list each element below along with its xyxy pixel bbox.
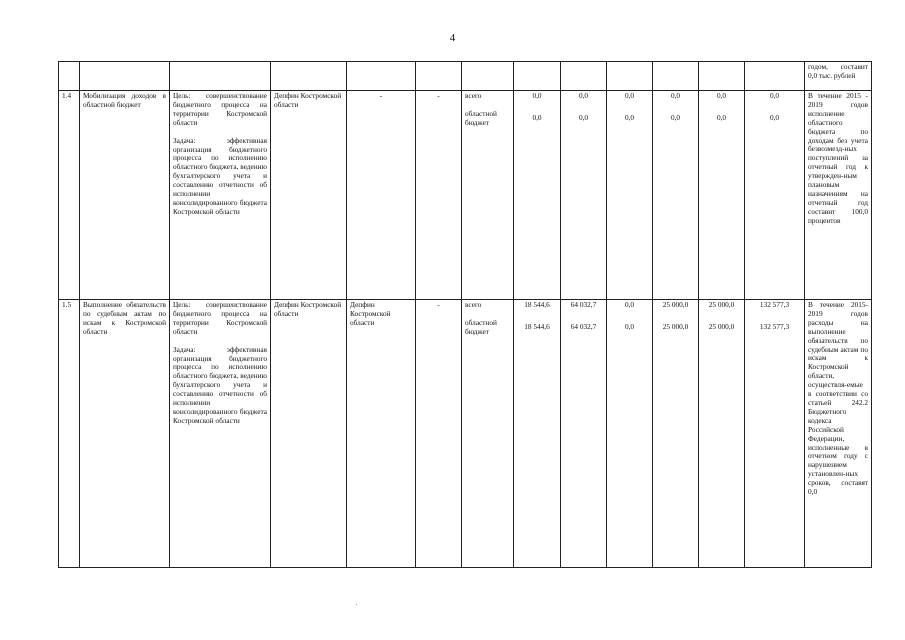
amount-budget: 0,0 <box>670 112 681 122</box>
source-total: всего <box>465 300 482 309</box>
coexecutor: Депфин Костромской области <box>347 300 416 568</box>
table-row-continuation <box>59 62 872 91</box>
table-row <box>59 300 872 568</box>
goal-text: Цель: совершенствование бюджетного процесса на территории Костромской области <box>173 300 267 336</box>
amount-cell <box>745 300 805 568</box>
amount-budget: 0,0 <box>578 112 589 122</box>
column-6: - <box>416 300 462 568</box>
amount-total: 0,0 <box>578 91 589 100</box>
amount-total: 25 000,0 <box>662 300 689 309</box>
amount-cell <box>514 91 561 300</box>
amount-budget: 25 000,0 <box>708 321 735 331</box>
amount-total: 0,0 <box>716 91 727 100</box>
executor: Депфин Костромской области <box>271 91 347 300</box>
amount-budget: 0,0 <box>769 112 780 122</box>
page-number: 4 <box>449 32 456 44</box>
amount-total: 0,0 <box>624 300 635 309</box>
row-number: 1.5 <box>59 300 80 568</box>
amount-cell <box>514 300 561 568</box>
amount-budget: 18 544,6 <box>524 321 550 331</box>
amount-budget: 25 000,0 <box>662 321 689 331</box>
program-table <box>58 61 872 568</box>
amount-total: 25 000,0 <box>708 300 735 309</box>
measure-name: Мобилизация доходов в областной бюджет <box>80 91 170 300</box>
amount-cell <box>561 300 607 568</box>
column-6: - <box>416 91 462 300</box>
task-text: Задача: эффективная организация бюджетного процесса по исполнению областного бюджета, ведению бухгалтерского учета и составлению отчетности об исполнении консолидированного бюджета Костромской области <box>173 344 267 425</box>
goal-task-cell <box>170 91 271 300</box>
amount-cell <box>653 300 699 568</box>
amount-budget: 0,0 <box>624 112 635 122</box>
source-budget: областной бюджет <box>465 108 497 127</box>
amount-budget: 0,0 <box>532 112 542 122</box>
amount-total: 132 577,3 <box>759 300 790 309</box>
amount-budget: 0,0 <box>716 112 727 122</box>
funding-source <box>462 300 514 568</box>
amount-cell <box>607 300 653 568</box>
amount-cell <box>699 300 745 568</box>
scan-speck <box>356 604 357 605</box>
amount-total: 0,0 <box>624 91 635 100</box>
result-cell: В течение 2015 - 2019 годов исполнение областного бюджета по доходам без учета безвозмезд-ных поступлений за отчетный год к утвержден-ным плановым назначениям на отчетный год составит 100,0 процентов <box>805 91 872 300</box>
amount-total: 0,0 <box>769 91 780 100</box>
amount-total: 64 032,7 <box>570 300 597 309</box>
amount-total: 18 544,6 <box>524 300 550 309</box>
result-cell: В течение 2015-2019 годов расходы на выполнение обязательств по судебным актам по искам к Костромской области, осуществля-емые в соответствии со статьей 242.2 Бюджетного кодекса Российской Федерации, исполненные в отчетном году с нарушением установлен-ных сроков, составят 0,0 <box>805 300 872 568</box>
amount-cell <box>653 91 699 300</box>
amount-budget: 132 577,3 <box>759 321 790 331</box>
source-budget: областной бюджет <box>465 317 497 336</box>
goal-task-cell <box>170 300 271 568</box>
amount-total: 0,0 <box>670 91 681 100</box>
amount-budget: 64 032,7 <box>570 321 597 331</box>
funding-source <box>462 91 514 300</box>
table-row <box>59 91 872 300</box>
measure-name: Выполнение обязательств по судебным актам по искам к Костромской области <box>80 300 170 568</box>
executor: Депфин Костромской области <box>271 300 347 568</box>
amount-cell <box>699 91 745 300</box>
goal-text: Цель: совершенствование бюджетного процесса на территории Костромской области <box>173 91 267 127</box>
source-total: всего <box>465 91 482 100</box>
task-text: Задача: эффективная организация бюджетного процесса по исполнению областного бюджета, ведению бухгалтерского учета и составлению отчетности об исполнении консолидированного бюджета Костромской области <box>173 135 267 216</box>
coexecutor: - <box>347 91 416 300</box>
amount-cell <box>561 91 607 300</box>
amount-budget: 0,0 <box>624 321 635 331</box>
row-number: 1.4 <box>59 91 80 300</box>
amount-total: 0,0 <box>532 91 542 100</box>
result-cell: годом, составит 0,0 тыс. рублей <box>805 62 872 91</box>
amount-cell <box>745 91 805 300</box>
amount-cell <box>607 91 653 300</box>
